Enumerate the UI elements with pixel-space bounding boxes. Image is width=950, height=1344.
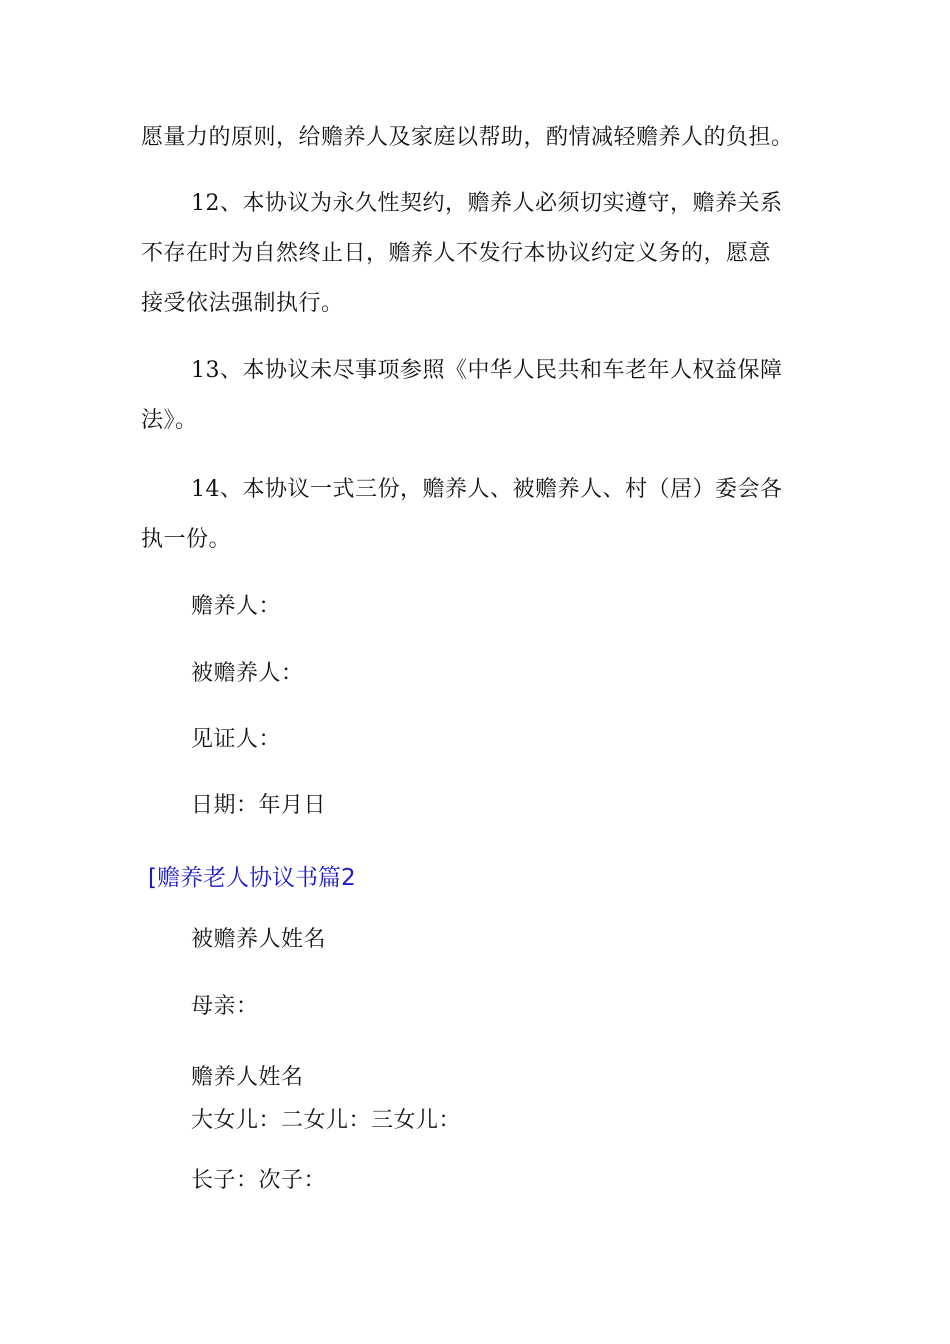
signature-date: 日期：年月日 — [191, 793, 327, 818]
paragraph-continuation: 愿量力的原则，给赡养人及家庭以帮助，酌情减轻赡养人的负担。 — [141, 125, 794, 150]
signature-witness: 见证人： — [191, 727, 282, 752]
signature-supported: 被赡养人： — [191, 661, 304, 686]
item-13-line-1: 13、本协议未尽事项参照《中华人民共和车老年人权益保障 — [191, 358, 783, 383]
item-13-line-2: 法》。 — [141, 408, 198, 433]
mother-label: 母亲： — [191, 994, 259, 1019]
signature-supporter: 赡养人： — [191, 594, 282, 619]
supporter-name-label: 赡养人姓名 — [191, 1065, 304, 1090]
supported-name-label: 被赡养人姓名 — [191, 927, 327, 952]
item-12-line-3: 接受依法强制执行。 — [141, 291, 344, 316]
sons-label: 长子：次子： — [191, 1168, 327, 1193]
item-14-line-1: 14、本协议一式三份，赡养人、被赡养人、村（居）委会各 — [191, 477, 783, 502]
item-12-line-2: 不存在时为自然终止日，赡养人不发行本协议约定义务的，愿意 — [141, 241, 772, 266]
item-12-line-1: 12、本协议为永久性契约，赡养人必须切实遵守，赡养关系 — [191, 191, 783, 216]
item-14-line-2: 执一份。 — [141, 527, 232, 552]
daughters-label: 大女儿：二女儿：三女儿： — [191, 1108, 462, 1133]
section-2-heading: [赡养老人协议书篇2 — [148, 865, 356, 891]
